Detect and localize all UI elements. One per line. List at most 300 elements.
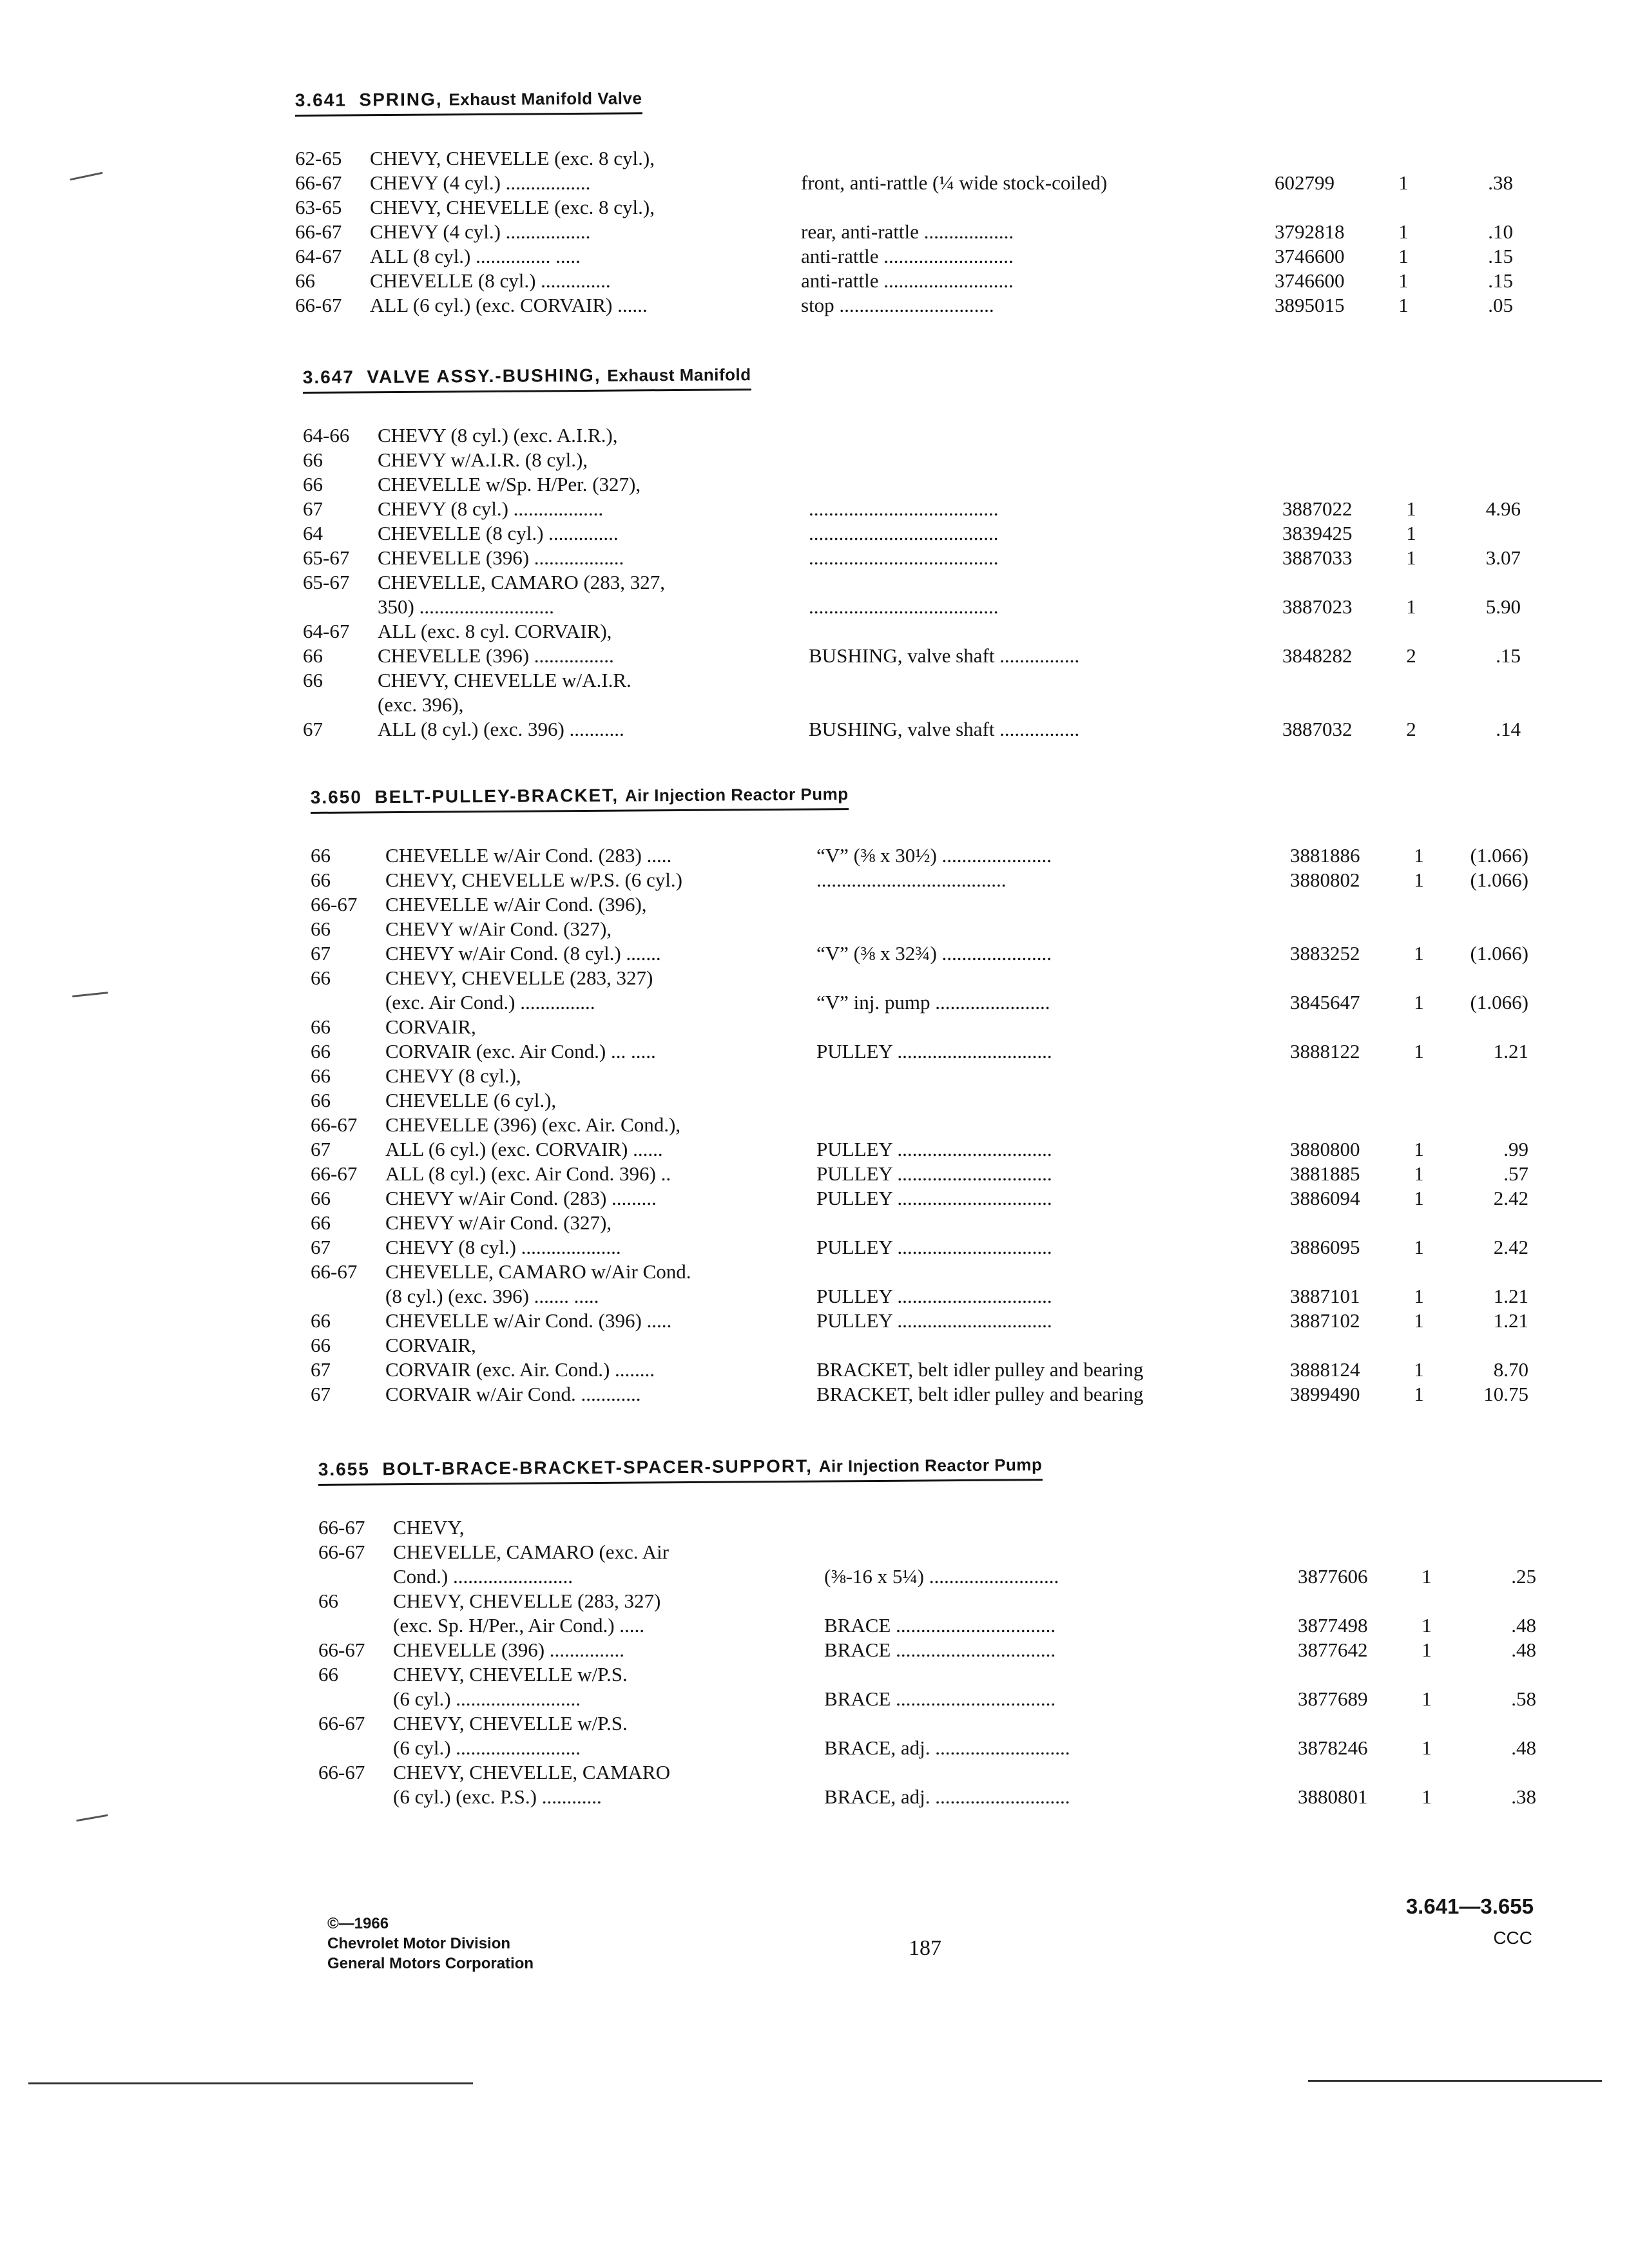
- model-cell: CHEVY w/Air Cond. (327),: [385, 918, 612, 940]
- year-cell: 66-67: [311, 1260, 358, 1283]
- year-cell: 66: [311, 1211, 331, 1234]
- model-cell: CHEVY (8 cyl.) (exc. A.I.R.),: [378, 424, 618, 447]
- parts-table: [318, 1515, 1536, 1809]
- part-number-cell: 3886094: [1290, 1187, 1360, 1209]
- table-row: [318, 1613, 1536, 1638]
- table-row: [303, 521, 1514, 546]
- section-3-650: [310, 784, 1528, 1407]
- model-cell: CHEVELLE (6 cyl.),: [385, 1089, 557, 1111]
- model-cell: CHEVELLE w/Air Cond. (396) .....: [385, 1309, 672, 1332]
- table-row: [295, 146, 1507, 171]
- table-row: [318, 1515, 1530, 1540]
- year-cell: 67: [311, 942, 331, 965]
- year-cell: 64-67: [295, 245, 342, 267]
- part-cell: BUSHING, valve shaft ................: [809, 644, 1080, 667]
- part-number-cell: 3887023: [1282, 595, 1353, 618]
- part-number-cell: 3746600: [1275, 269, 1345, 292]
- part-number-cell: 3888122: [1290, 1040, 1360, 1062]
- part-number-cell: 3888124: [1290, 1358, 1360, 1381]
- year-cell: 66: [303, 644, 323, 667]
- section-title: VALVE ASSY.-BUSHING,: [367, 365, 601, 387]
- table-row: [311, 1162, 1528, 1186]
- model-cell: (6 cyl.) .........................: [393, 1736, 581, 1759]
- price-cell: .99: [1503, 1138, 1528, 1160]
- quantity-cell: 1: [1414, 844, 1424, 867]
- year-cell: 66-67: [318, 1761, 365, 1783]
- price-cell: .58: [1511, 1687, 1536, 1710]
- year-cell: 66-67: [311, 1113, 358, 1136]
- table-row: [303, 668, 1514, 693]
- model-cell: CHEVY, CHEVELLE (283, 327): [393, 1590, 661, 1612]
- quantity-cell: 1: [1398, 220, 1409, 243]
- section-3-647: [302, 365, 1521, 742]
- table-row: [311, 1113, 1522, 1137]
- model-cell: CHEVY w/Air Cond. (327),: [385, 1211, 612, 1234]
- price-cell: 8.70: [1493, 1358, 1528, 1381]
- year-cell: 66: [311, 966, 331, 989]
- model-cell: 350) ...........................: [378, 595, 554, 618]
- table-row: [311, 1088, 1522, 1113]
- part-cell: PULLEY ...............................: [816, 1309, 1052, 1332]
- quantity-cell: 1: [1414, 1285, 1424, 1307]
- part-cell: ......................................: [816, 869, 1007, 891]
- table-row: [318, 1760, 1530, 1785]
- quantity-cell: 1: [1406, 546, 1416, 569]
- part-cell: PULLEY ...............................: [816, 1040, 1052, 1062]
- part-number-cell: 3881885: [1290, 1162, 1360, 1185]
- table-row: [318, 1662, 1530, 1687]
- binder-hole-mark: [72, 992, 108, 997]
- model-cell: CHEVY w/Air Cond. (8 cyl.) .......: [385, 942, 661, 965]
- price-cell: 2.42: [1493, 1187, 1528, 1209]
- page-number: 187: [909, 1936, 941, 1960]
- table-row: [303, 570, 1514, 595]
- part-cell: ......................................: [809, 595, 999, 618]
- section-subtitle: Air Injection Reactor Pump: [624, 784, 849, 805]
- part-cell: stop ...............................: [801, 294, 994, 316]
- model-cell: CHEVY, CHEVELLE w/A.I.R.: [378, 669, 631, 691]
- model-cell: CHEVY (8 cyl.) ....................: [385, 1236, 621, 1258]
- model-cell: (exc. 396),: [378, 693, 464, 716]
- table-row: [318, 1540, 1530, 1564]
- table-row: [311, 990, 1528, 1015]
- price-cell: .48: [1511, 1639, 1536, 1661]
- section-title: BELT-PULLEY-BRACKET,: [374, 785, 619, 807]
- quantity-cell: 1: [1406, 497, 1416, 520]
- table-row: [295, 171, 1513, 195]
- copyright-text: ©—1966: [327, 1915, 389, 1932]
- model-cell: CHEVELLE (396) (exc. Air. Cond.),: [385, 1113, 681, 1136]
- part-cell: ......................................: [809, 522, 999, 544]
- part-number-cell: 3887102: [1290, 1309, 1360, 1332]
- year-cell: 66: [318, 1663, 338, 1686]
- part-number-cell: 3880802: [1290, 869, 1360, 891]
- table-row: [318, 1687, 1536, 1711]
- part-cell: “V” inj. pump .......................: [816, 991, 1050, 1014]
- model-cell: CHEVY, CHEVELLE w/P.S.: [393, 1712, 628, 1735]
- footer-publisher: [327, 1914, 534, 1974]
- section-subtitle: Exhaust Manifold Valve: [448, 88, 642, 110]
- part-cell: BRACE, adj. ...........................: [824, 1736, 1070, 1759]
- division-text: Chevrolet Motor Division: [327, 1935, 511, 1952]
- table-row: [295, 293, 1513, 318]
- year-cell: 66-67: [295, 220, 342, 243]
- price-cell: .38: [1488, 171, 1513, 194]
- part-cell: PULLEY ...............................: [816, 1138, 1052, 1160]
- part-cell: front, anti-rattle (¼ wide stock-coiled): [801, 171, 1108, 194]
- model-cell: (8 cyl.) (exc. 396) ....... .....: [385, 1285, 599, 1307]
- year-cell: 66: [311, 1040, 331, 1062]
- year-cell: 66-67: [318, 1541, 365, 1563]
- section-title: SPRING,: [359, 89, 443, 110]
- year-cell: 66: [311, 869, 331, 891]
- parts-table: [303, 423, 1521, 742]
- year-cell: 64-67: [303, 620, 350, 642]
- table-row: [311, 917, 1522, 941]
- table-row: [295, 195, 1507, 220]
- part-cell: anti-rattle ..........................: [801, 245, 1014, 267]
- model-cell: CHEVELLE, CAMARO w/Air Cond.: [385, 1260, 691, 1283]
- table-row: [311, 1015, 1522, 1039]
- catalog-code: CCC: [1493, 1928, 1532, 1948]
- price-cell: .10: [1488, 220, 1513, 243]
- model-cell: CORVAIR w/Air Cond. ............: [385, 1383, 641, 1405]
- price-cell: .14: [1496, 718, 1521, 740]
- price-cell: .15: [1496, 644, 1521, 667]
- price-cell: 1.21: [1493, 1040, 1528, 1062]
- part-cell: PULLEY ...............................: [816, 1187, 1052, 1209]
- part-number-cell: 3881886: [1290, 844, 1360, 867]
- model-cell: CHEVELLE (396) ...............: [393, 1639, 625, 1661]
- part-number-cell: 3792818: [1275, 220, 1345, 243]
- table-row: [311, 1211, 1522, 1235]
- part-number-cell: 3845647: [1290, 991, 1360, 1014]
- quantity-cell: 1: [1414, 1383, 1424, 1405]
- part-cell: anti-rattle ..........................: [801, 269, 1014, 292]
- table-row: [303, 448, 1514, 472]
- table-row: [311, 1382, 1528, 1407]
- table-row: [303, 595, 1521, 619]
- part-cell: (⅜-16 x 5¼) ..........................: [824, 1565, 1059, 1588]
- part-number-cell: 3887032: [1282, 718, 1353, 740]
- year-cell: 66-67: [311, 893, 358, 916]
- model-cell: CHEVY w/Air Cond. (283) .........: [385, 1187, 657, 1209]
- quantity-cell: 1: [1398, 171, 1409, 194]
- parts-table: [295, 146, 1513, 318]
- part-cell: BRACE ................................: [824, 1614, 1056, 1637]
- quantity-cell: 1: [1422, 1565, 1432, 1588]
- corporation-text: General Motors Corporation: [327, 1955, 534, 1972]
- table-row: [311, 868, 1528, 892]
- part-number-cell: 3895015: [1275, 294, 1345, 316]
- model-cell: CHEVY, CHEVELLE (exc. 8 cyl.),: [370, 147, 655, 169]
- price-cell: (1.066): [1470, 942, 1528, 965]
- year-cell: 66-67: [318, 1639, 365, 1661]
- model-cell: ALL (8 cyl.) ............... .....: [370, 245, 581, 267]
- part-cell: ......................................: [809, 497, 999, 520]
- part-number-cell: 3877642: [1298, 1639, 1368, 1661]
- year-cell: 66: [311, 1309, 331, 1332]
- quantity-cell: 1: [1414, 991, 1424, 1014]
- quantity-cell: 1: [1414, 1187, 1424, 1209]
- year-cell: 67: [311, 1138, 331, 1160]
- part-cell: PULLEY ...............................: [816, 1236, 1052, 1258]
- binder-hole-mark: [70, 172, 102, 181]
- year-cell: 67: [303, 497, 323, 520]
- price-cell: (1.066): [1470, 869, 1528, 891]
- model-cell: CHEVY, CHEVELLE w/P.S.: [393, 1663, 628, 1686]
- table-row: [295, 220, 1513, 244]
- quantity-cell: 1: [1398, 294, 1409, 316]
- year-cell: 64-66: [303, 424, 350, 447]
- quantity-cell: 1: [1398, 269, 1409, 292]
- table-row: [311, 966, 1522, 990]
- part-number-cell: 3880800: [1290, 1138, 1360, 1160]
- section-heading: [318, 1454, 1043, 1486]
- parts-table: [311, 843, 1528, 1407]
- quantity-cell: 1: [1422, 1785, 1432, 1808]
- model-cell: CHEVELLE (396) ................: [378, 644, 614, 667]
- model-cell: (6 cyl.) (exc. P.S.) ............: [393, 1785, 602, 1808]
- model-cell: CHEVY (8 cyl.),: [385, 1064, 521, 1087]
- quantity-cell: 1: [1414, 869, 1424, 891]
- model-cell: CHEVELLE, CAMARO (283, 327,: [378, 571, 666, 593]
- quantity-cell: 1: [1422, 1614, 1432, 1637]
- table-row: [303, 546, 1521, 570]
- year-cell: 66: [311, 1064, 331, 1087]
- part-cell: “V” (⅜ x 30½) ......................: [816, 844, 1052, 867]
- price-cell: .15: [1488, 245, 1513, 267]
- quantity-cell: 1: [1414, 1358, 1424, 1381]
- model-cell: CORVAIR,: [385, 1334, 476, 1356]
- model-cell: ALL (6 cyl.) (exc. CORVAIR) ......: [385, 1138, 663, 1160]
- price-cell: 5.90: [1485, 595, 1521, 618]
- model-cell: CHEVY (4 cyl.) .................: [370, 220, 591, 243]
- year-cell: 63-65: [295, 196, 342, 218]
- part-cell: BUSHING, valve shaft ................: [809, 718, 1080, 740]
- part-cell: “V” (⅜ x 32¾) ......................: [816, 942, 1052, 965]
- table-row: [295, 244, 1513, 269]
- part-number-cell: 3878246: [1298, 1736, 1368, 1759]
- section-range: 3.641—3.655: [1405, 1894, 1534, 1918]
- part-number-cell: 3886095: [1290, 1236, 1360, 1258]
- model-cell: CHEVELLE w/Air Cond. (283) .....: [385, 844, 672, 867]
- section-heading: [303, 364, 751, 394]
- model-cell: Cond.) ........................: [393, 1565, 573, 1588]
- model-cell: CORVAIR (exc. Air. Cond.) ........: [385, 1358, 655, 1381]
- quantity-cell: 1: [1414, 942, 1424, 965]
- model-cell: CHEVY (4 cyl.) .................: [370, 171, 591, 194]
- table-row: [311, 1039, 1528, 1064]
- section-3-641: [294, 88, 1513, 318]
- binder-hole-mark: [76, 1814, 108, 1822]
- quantity-cell: 1: [1422, 1639, 1432, 1661]
- table-row: [311, 843, 1528, 868]
- table-row: [318, 1564, 1536, 1589]
- quantity-cell: 1: [1398, 245, 1409, 267]
- table-row: [311, 1235, 1528, 1260]
- part-number-cell: 3883252: [1290, 942, 1360, 965]
- model-cell: CHEVY, CHEVELLE w/P.S. (6 cyl.): [385, 869, 682, 891]
- table-row: [318, 1736, 1536, 1760]
- model-cell: CHEVY (8 cyl.) ..................: [378, 497, 604, 520]
- quantity-cell: 2: [1406, 644, 1416, 667]
- table-row: [311, 1358, 1528, 1382]
- section-title: BOLT-BRACE-BRACKET-SPACER-SUPPORT,: [382, 1456, 813, 1479]
- year-cell: 66: [295, 269, 315, 292]
- quantity-cell: 1: [1414, 1040, 1424, 1062]
- part-number-cell: 3877498: [1298, 1614, 1368, 1637]
- year-cell: 66: [311, 918, 331, 940]
- price-cell: .05: [1488, 294, 1513, 316]
- quantity-cell: 1: [1406, 595, 1416, 618]
- section-heading: [311, 783, 849, 814]
- part-cell: BRACE ................................: [824, 1687, 1056, 1710]
- quantity-cell: 1: [1422, 1736, 1432, 1759]
- part-number-cell: 3848282: [1282, 644, 1353, 667]
- year-cell: 66: [311, 1089, 331, 1111]
- part-cell: BRACE, adj. ...........................: [824, 1785, 1070, 1808]
- year-cell: 64: [303, 522, 323, 544]
- quantity-cell: 1: [1414, 1236, 1424, 1258]
- part-number-cell: 602799: [1275, 171, 1335, 194]
- part-number-cell: 3880801: [1298, 1785, 1368, 1808]
- table-row: [303, 693, 1514, 717]
- part-number-cell: 3887033: [1282, 546, 1353, 569]
- year-cell: 66: [311, 1334, 331, 1356]
- year-cell: 67: [311, 1383, 331, 1405]
- price-cell: .25: [1511, 1565, 1536, 1588]
- model-cell: ALL (6 cyl.) (exc. CORVAIR) ......: [370, 294, 648, 316]
- table-row: [311, 1064, 1522, 1088]
- price-cell: .38: [1511, 1785, 1536, 1808]
- model-cell: ALL (8 cyl.) (exc. Air Cond. 396) ..: [385, 1162, 671, 1185]
- price-cell: (1.066): [1470, 844, 1528, 867]
- table-row: [318, 1638, 1536, 1662]
- section-code: 3.655: [318, 1459, 371, 1480]
- quantity-cell: 1: [1406, 522, 1416, 544]
- quantity-cell: 2: [1406, 718, 1416, 740]
- model-cell: ALL (exc. 8 cyl. CORVAIR),: [378, 620, 612, 642]
- model-cell: CHEVY, CHEVELLE (283, 327): [385, 966, 653, 989]
- year-cell: 67: [303, 718, 323, 740]
- part-cell: ......................................: [809, 546, 999, 569]
- year-cell: 66-67: [318, 1712, 365, 1735]
- year-cell: 66-67: [318, 1516, 365, 1539]
- price-cell: .15: [1488, 269, 1513, 292]
- quantity-cell: 1: [1422, 1687, 1432, 1710]
- model-cell: (exc. Sp. H/Per., Air Cond.) .....: [393, 1614, 645, 1637]
- year-cell: 65-67: [303, 546, 350, 569]
- year-cell: 66-67: [295, 294, 342, 316]
- section-code: 3.650: [310, 787, 363, 808]
- part-number-cell: 3839425: [1282, 522, 1353, 544]
- part-cell: rear, anti-rattle ..................: [801, 220, 1014, 243]
- table-row: [303, 717, 1521, 742]
- table-row: [311, 941, 1528, 966]
- model-cell: CORVAIR (exc. Air Cond.) ... .....: [385, 1040, 656, 1062]
- year-cell: 66: [303, 669, 323, 691]
- year-cell: 66: [311, 1187, 331, 1209]
- model-cell: CHEVELLE w/Air Cond. (396),: [385, 893, 647, 916]
- part-cell: BRACE ................................: [824, 1639, 1056, 1661]
- section-heading: [295, 88, 642, 117]
- model-cell: CHEVELLE (8 cyl.) ..............: [370, 269, 611, 292]
- price-cell: 3.07: [1485, 546, 1521, 569]
- part-cell: BRACKET, belt idler pulley and bearing: [816, 1358, 1144, 1381]
- part-number-cell: 3887022: [1282, 497, 1353, 520]
- scan-edge-line: [28, 2082, 473, 2084]
- year-cell: 66: [311, 844, 331, 867]
- model-cell: CHEVY,: [393, 1516, 465, 1539]
- table-row: [311, 1284, 1528, 1309]
- table-row: [303, 644, 1521, 668]
- section-code: 3.641: [294, 90, 347, 111]
- model-cell: CHEVY, CHEVELLE, CAMARO: [393, 1761, 670, 1783]
- year-cell: 62-65: [295, 147, 342, 169]
- table-row: [318, 1711, 1530, 1736]
- model-cell: CHEVELLE (8 cyl.) ..............: [378, 522, 619, 544]
- section-code: 3.647: [302, 367, 355, 388]
- table-row: [303, 423, 1514, 448]
- year-cell: 66: [303, 473, 323, 495]
- table-row: [311, 1186, 1528, 1211]
- model-cell: (6 cyl.) .........................: [393, 1687, 581, 1710]
- year-cell: 66: [318, 1590, 338, 1612]
- price-cell: 1.21: [1493, 1309, 1528, 1332]
- part-cell: PULLEY ...............................: [816, 1285, 1052, 1307]
- model-cell: CHEVY, CHEVELLE (exc. 8 cyl.),: [370, 196, 655, 218]
- part-cell: PULLEY ...............................: [816, 1162, 1052, 1185]
- year-cell: 67: [311, 1236, 331, 1258]
- table-row: [303, 472, 1514, 497]
- year-cell: 66: [303, 448, 323, 471]
- year-cell: 65-67: [303, 571, 350, 593]
- quantity-cell: 1: [1414, 1138, 1424, 1160]
- section-3-655: [318, 1455, 1536, 1809]
- model-cell: CHEVELLE (396) ..................: [378, 546, 624, 569]
- quantity-cell: 1: [1414, 1162, 1424, 1185]
- model-cell: CORVAIR,: [385, 1015, 476, 1038]
- model-cell: CHEVY w/A.I.R. (8 cyl.),: [378, 448, 588, 471]
- price-cell: .57: [1503, 1162, 1528, 1185]
- part-number-cell: 3899490: [1290, 1383, 1360, 1405]
- price-cell: 1.21: [1493, 1285, 1528, 1307]
- year-cell: 66-67: [295, 171, 342, 194]
- part-number-cell: 3887101: [1290, 1285, 1360, 1307]
- table-row: [311, 1137, 1528, 1162]
- year-cell: 67: [311, 1358, 331, 1381]
- table-row: [303, 497, 1521, 521]
- model-cell: CHEVELLE w/Sp. H/Per. (327),: [378, 473, 641, 495]
- section-subtitle: Air Injection Reactor Pump: [818, 1455, 1043, 1476]
- price-cell: 4.96: [1485, 497, 1521, 520]
- table-row: [318, 1785, 1536, 1809]
- price-cell: .48: [1511, 1736, 1536, 1759]
- table-row: [295, 269, 1513, 293]
- section-subtitle: Exhaust Manifold: [607, 365, 751, 385]
- scan-edge-line: [1308, 2080, 1602, 2082]
- table-row: [311, 1309, 1528, 1333]
- part-number-cell: 3877689: [1298, 1687, 1368, 1710]
- model-cell: ALL (8 cyl.) (exc. 396) ...........: [378, 718, 624, 740]
- price-cell: 2.42: [1493, 1236, 1528, 1258]
- year-cell: 66: [311, 1015, 331, 1038]
- price-cell: 10.75: [1483, 1383, 1528, 1405]
- part-number-cell: 3877606: [1298, 1565, 1368, 1588]
- table-row: [311, 1260, 1522, 1284]
- model-cell: (exc. Air Cond.) ...............: [385, 991, 595, 1014]
